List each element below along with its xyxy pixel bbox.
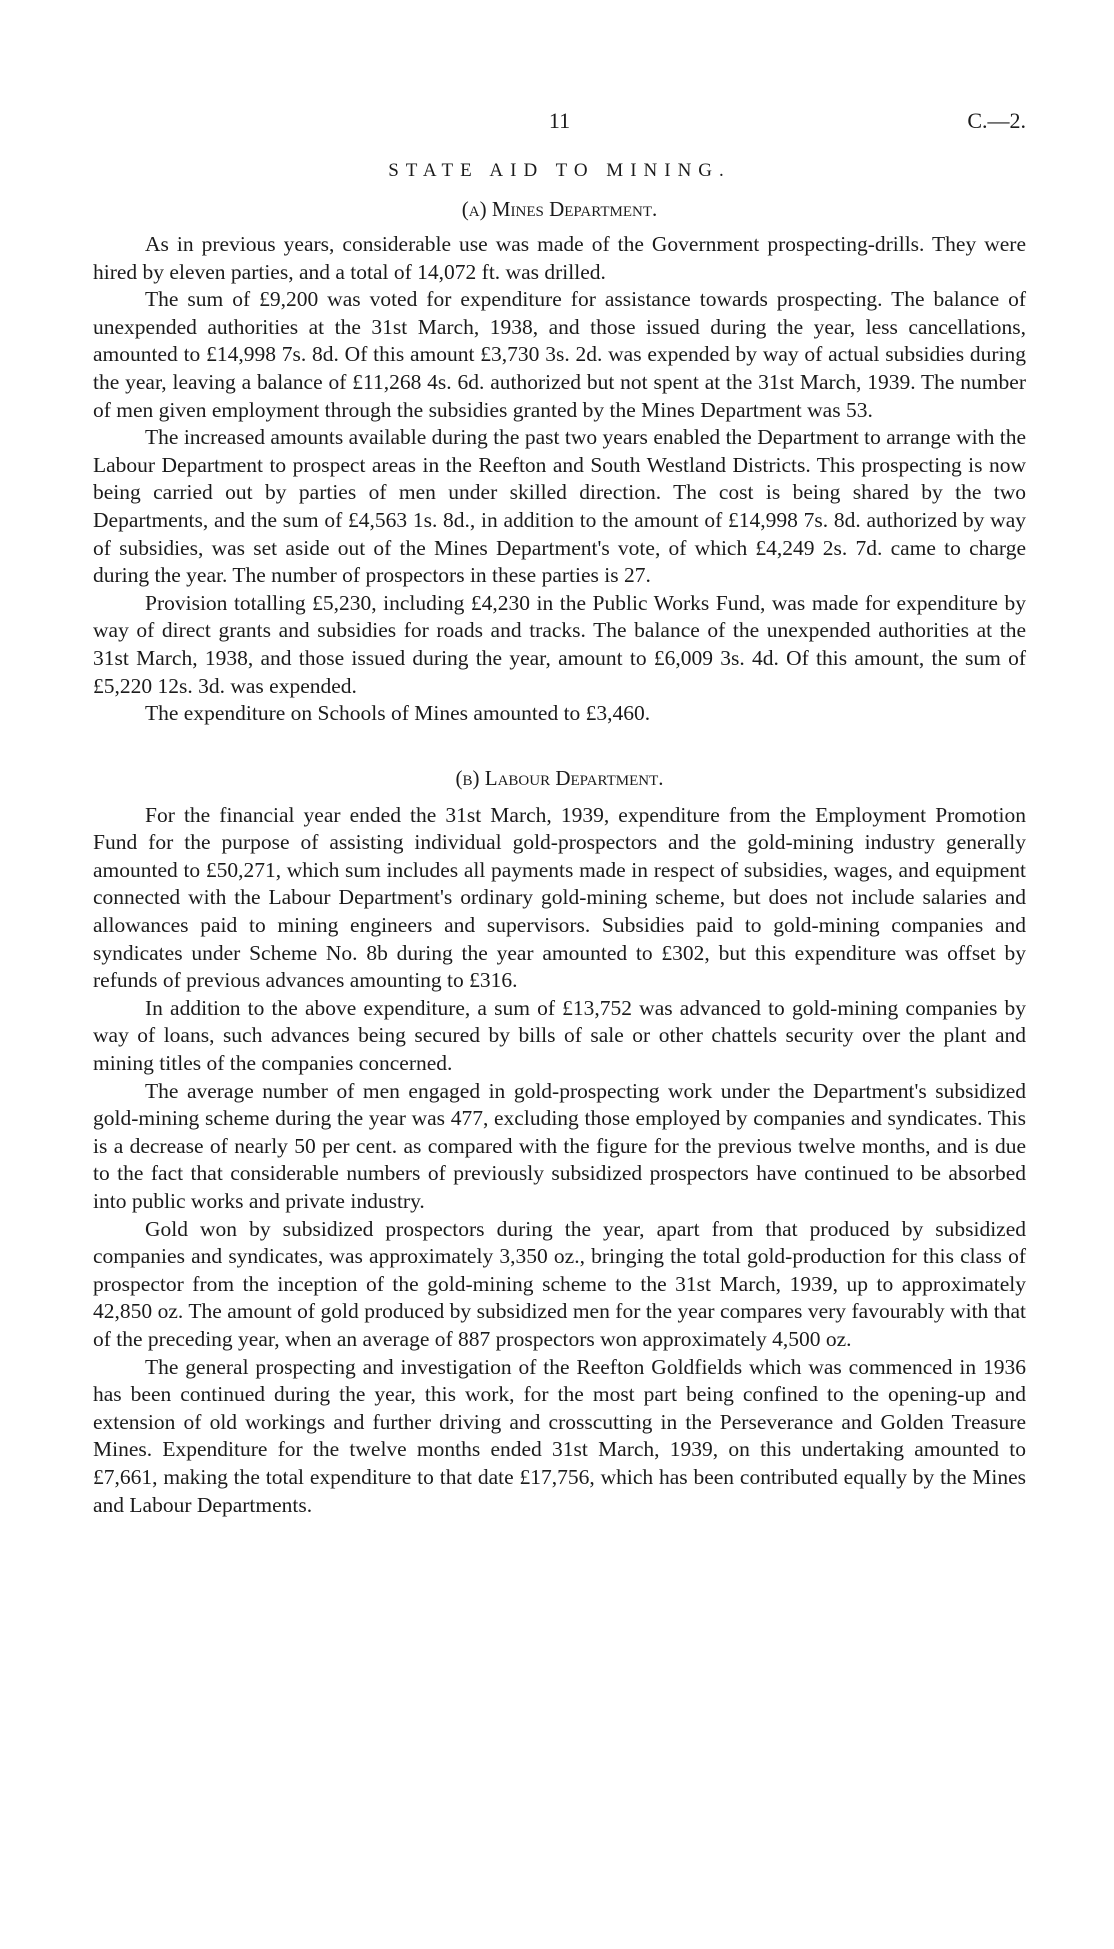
report-reference: C.—2. xyxy=(967,108,1026,133)
page-number: 11 xyxy=(548,108,571,133)
paragraph: The expenditure on Schools of Mines amounted to £3,460. xyxy=(145,701,651,726)
document-page xyxy=(93,100,1026,1519)
paragraph: The average number of men engaged in gold-prospecting work under the Department's subsidized gold-mining scheme during the year was 477, excluding those employed by companies and syndicates. This is a decrease of nearly 50 per cent. as compared with the figure for the previous twelve months, and is due to the fact that considerable numbers of previously subsidized prospectors have continued to be absorbed into public works and private industry. xyxy=(93,1078,1026,1213)
section-mines-department xyxy=(93,195,1026,728)
paragraph: The increased amounts available during the past two years enabled the Department to arrange with the Labour Department to prospect areas in the Reefton and South Westland Districts. This prospecting is now being carried out by parties of men under skilled direction. The cost is being shared by the two Departments, and the sum of £4,563 1s. 8d., in addition to the amount of £14,998 7s. 8d. authorized by way of subsidies, was set aside out of the Mines Department's vote, of which £4,249 2s. 7d. came to charge during the year. The number of prospectors in these parties is 27. xyxy=(93,425,1026,588)
paragraph: In addition to the above expenditure, a sum of £13,752 was advanced to gold-mining companies by way of loans, such advances being secured by bills of sale or other chattels security over the plant and mining titles of the companies concerned. xyxy=(93,995,1026,1076)
section-heading-mines: (a) Mines Department. xyxy=(461,197,658,221)
section-heading-labour: (b) Labour Department. xyxy=(455,765,664,790)
paragraph: The sum of £9,200 was voted for expenditure for assistance towards prospecting. The balance of unexpended authorities at the 31st March, 1938, and those issued during the year, less cancellations, amounted to £14,998 7s. 8d. Of this amount £3,730 3s. 2d. was expended by way of actual subsidies during the year, leaving a balance of £11,268 4s. 6d. authorized but not spent at the 31st March, 1939. The number of men given employment through the subsidies granted by the Mines Department was 53. xyxy=(93,287,1026,422)
paragraph: For the financial year ended the 31st March, 1939, expenditure from the Employment Promotion Fund for the purpose of assisting individual gold-prospectors and the gold-mining industry generally amounted to £50,271, which sum includes all payments made in respect of subsidies, wages, and equipment connected with the Labour Department's ordinary gold-mining scheme, but does not include salaries and allowances paid to mining engineers and supervisors. Subsidies paid to gold-mining companies and syndicates under Scheme No. 8b during the year amounted to £302, but this expenditure was offset by refunds of previous advances amounting to £316. xyxy=(93,802,1026,993)
paragraph: Gold won by subsidized prospectors during the year, apart from that produced by subsidized companies and syndicates, was approximately 3,350 oz., bringing the total gold-production for this class of prospector from the inception of the gold-mining scheme to the 31st March, 1939, up to approximately 42,850 oz. The amount of gold produced by subsidized men for the year compares very favourably with that of the preceding year, when an average of 887 prospectors won approximately 4,500 oz. xyxy=(93,1216,1026,1351)
document-title: STATE AID TO MINING. xyxy=(388,160,731,181)
section-labour-department xyxy=(93,764,1026,1519)
paragraph: Provision totalling £5,230, including £4,230 in the Public Works Fund, was made for expenditure by way of direct grants and subsidies for roads and tracks. The balance of the unexpended authorities at the 31st March, 1938, and those issued during the year, amount to £6,009 3s. 4d. Of this amount, the sum of £5,220 12s. 3d. was expended. xyxy=(93,590,1026,698)
page-header xyxy=(93,100,1026,140)
paragraph: As in previous years, considerable use was made of the Government prospecting-drills. They were hired by eleven parties, and a total of 14,072 ft. was drilled. xyxy=(93,232,1026,284)
paragraph: The general prospecting and investigation of the Reefton Goldfields which was commenced in 1936 has been continued during the year, this work, for the most part being confined to the opening-up and extension of old workings and further driving and crosscutting in the Perseverance and Golden Treasure Mines. Expenditure for the twelve months ended 31st March, 1939, on this undertaking amounted to £7,661, making the total expenditure to that date £17,756, which has been contributed equally by the Mines and Labour Departments. xyxy=(93,1354,1026,1517)
